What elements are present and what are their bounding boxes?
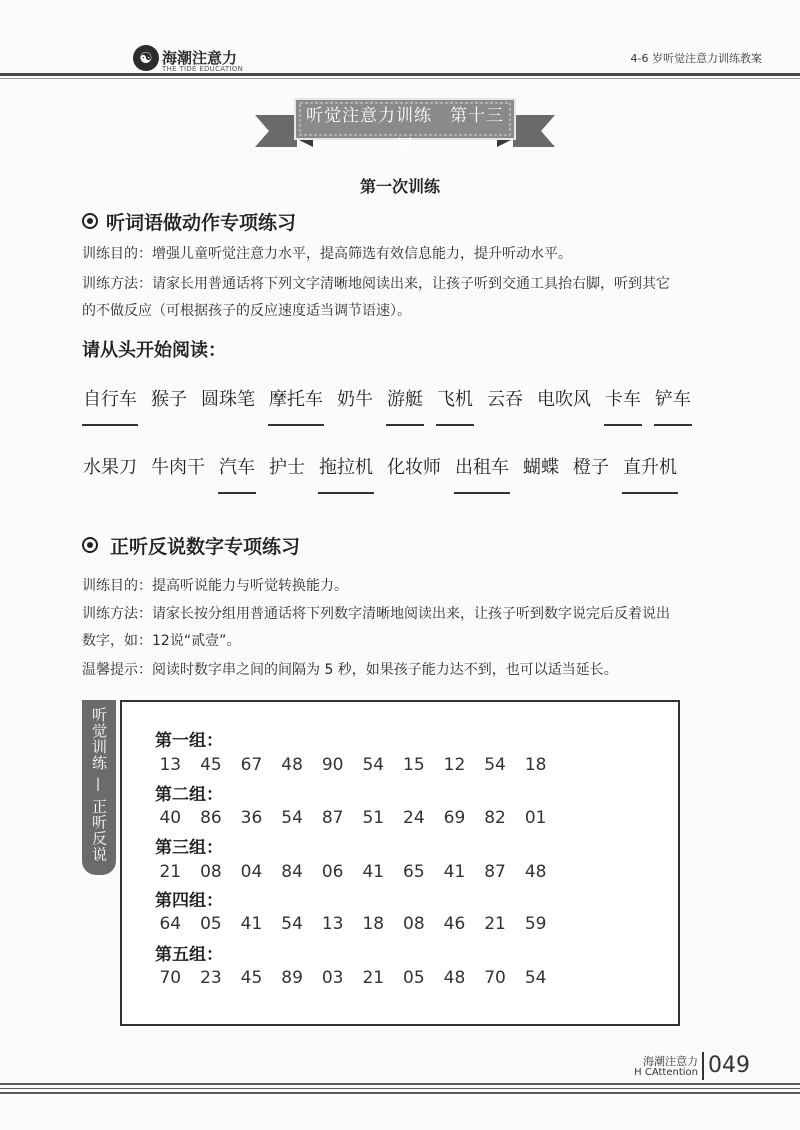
word-underlined: 汽车 [218, 454, 256, 494]
number: 54 [362, 755, 385, 775]
number: 24 [403, 808, 425, 828]
purpose-label: 训练目的： [82, 578, 152, 594]
footer-rule [0, 1083, 800, 1085]
word-underlined: 飞机 [436, 386, 474, 426]
number: 48 [443, 968, 466, 988]
word-underlined: 出租车 [454, 454, 510, 494]
number: 41 [362, 862, 385, 882]
number: 13 [159, 755, 182, 775]
number: 70 [484, 968, 506, 988]
header-brand: 海潮注意力 [162, 49, 238, 67]
bullet-icon [82, 213, 98, 229]
section1-method-cont: 的不做反应（可根据孩子的反应速度适当调节语速）。 [82, 303, 411, 319]
number: 89 [281, 968, 303, 988]
group-numbers [150, 914, 556, 934]
page-number: 049 [708, 1053, 750, 1078]
word: 化妆师 [387, 457, 441, 478]
group-label: 第三组： [155, 838, 223, 858]
footer-rule [0, 1092, 800, 1094]
number: 54 [484, 755, 506, 775]
number: 69 [443, 808, 466, 828]
number: 67 [240, 755, 263, 775]
word-underlined: 摩托车 [268, 386, 324, 426]
section2-purpose [82, 573, 348, 599]
number: 12 [443, 755, 466, 775]
tip-text: 阅读时数字串之间的间隔为 5 秒，如果孩子能力达不到，也可以适当延长。 [152, 662, 618, 678]
word: 蝴蝶 [523, 457, 559, 478]
header-doc-title: 4-6 岁听觉注意力训练教案 [630, 52, 762, 65]
word: 圆珠笔 [201, 389, 255, 410]
number: 46 [443, 914, 466, 934]
word: 橙子 [573, 457, 609, 478]
brand-logo-icon: ☯ [133, 45, 159, 71]
number: 18 [524, 755, 547, 775]
number: 21 [484, 914, 506, 934]
section1-heading: 听词语做动作专项练习 [106, 212, 297, 234]
group-numbers [150, 862, 556, 882]
purpose-label: 训练目的： [82, 246, 152, 262]
number: 54 [281, 808, 303, 828]
number: 08 [403, 914, 425, 934]
ribbon-title: 听觉注意力训练 第十三周 [306, 106, 504, 156]
bullet-icon [82, 537, 98, 553]
group-numbers [150, 808, 556, 828]
group-label: 第一组： [155, 731, 223, 751]
method-text-line1: 请家长用普通话将下列文字清晰地阅读出来，让孩子听到交通工具抬右脚，听到其它 [152, 276, 670, 292]
section1-purpose [82, 241, 572, 267]
number: 40 [159, 808, 182, 828]
number: 84 [281, 862, 303, 882]
session-title: 第一次训练 [359, 177, 440, 196]
number: 64 [159, 914, 182, 934]
header-rule [0, 73, 800, 76]
group-numbers [150, 755, 556, 775]
word: 牛肉干 [151, 457, 205, 478]
number: 65 [403, 862, 425, 882]
number: 06 [321, 862, 344, 882]
number: 82 [484, 808, 506, 828]
section2-method [82, 601, 670, 627]
header-brand-en: THE TIDE EDUCATION [162, 65, 244, 73]
group-label: 第二组： [155, 785, 223, 805]
method-label: 训练方法： [82, 606, 152, 622]
number: 18 [362, 914, 385, 934]
side-tab-label: 听觉训练 — 正听反说 [90, 707, 108, 863]
number: 87 [321, 808, 344, 828]
number: 05 [403, 968, 425, 988]
tip-label: 温馨提示： [82, 662, 152, 678]
number: 36 [240, 808, 263, 828]
word-underlined: 游艇 [386, 386, 424, 426]
method-label: 训练方法： [82, 276, 152, 292]
read-prompt: 请从头开始阅读： [82, 340, 226, 361]
number: 03 [321, 968, 344, 988]
number: 54 [524, 968, 547, 988]
number: 13 [321, 914, 344, 934]
number: 05 [200, 914, 222, 934]
header-rule-thin [0, 78, 800, 79]
word-underlined: 卡车 [604, 386, 642, 426]
word: 云吞 [487, 389, 523, 410]
number: 04 [240, 862, 263, 882]
number: 59 [524, 914, 547, 934]
word: 奶牛 [337, 389, 373, 410]
group-label: 第四组： [155, 891, 223, 911]
word: 电吹风 [537, 389, 591, 410]
number: 90 [321, 755, 344, 775]
number: 08 [200, 862, 222, 882]
word-row-1 [82, 386, 692, 426]
number: 54 [281, 914, 303, 934]
group-numbers [150, 968, 556, 988]
section2-method-cont: 数字，如：12说“贰壹”。 [82, 633, 241, 649]
section2-tip [82, 657, 618, 683]
word-underlined: 拖拉机 [318, 454, 374, 494]
number: 45 [240, 968, 263, 988]
section2-heading: 正听反说数字专项练习 [110, 536, 301, 558]
number: 87 [484, 862, 506, 882]
footer-rule-thin [0, 1088, 800, 1089]
word: 水果刀 [83, 457, 137, 478]
number: 48 [281, 755, 303, 775]
footer-brand-en: H CAttention [634, 1067, 698, 1078]
word-underlined: 铲车 [654, 386, 692, 426]
number: 41 [240, 914, 263, 934]
side-tab [82, 700, 116, 875]
number: 21 [159, 862, 182, 882]
purpose-text: 增强儿童听觉注意力水平，提高筛选有效信息能力，提升听动水平。 [152, 246, 572, 262]
number: 21 [362, 968, 385, 988]
number: 70 [159, 968, 182, 988]
footer-divider [702, 1052, 704, 1080]
footer-brand: 海潮注意力 [643, 1055, 698, 1068]
number: 23 [200, 968, 222, 988]
method-text-line1: 请家长按分组用普通话将下列数字清晰地阅读出来，让孩子听到数字说完后反着说出 [152, 606, 670, 622]
group-label: 第五组： [155, 945, 223, 965]
word: 护士 [269, 457, 305, 478]
number: 51 [362, 808, 385, 828]
word: 猴子 [151, 389, 187, 410]
number: 86 [200, 808, 222, 828]
word-row-2 [82, 454, 678, 494]
number: 15 [403, 755, 425, 775]
number: 41 [443, 862, 466, 882]
section1-method [82, 271, 670, 297]
purpose-text: 提高听说能力与听觉转换能力。 [152, 578, 348, 594]
number: 48 [524, 862, 547, 882]
word-underlined: 自行车 [82, 386, 138, 426]
number: 01 [524, 808, 547, 828]
word-underlined: 直升机 [622, 454, 678, 494]
number: 45 [200, 755, 222, 775]
